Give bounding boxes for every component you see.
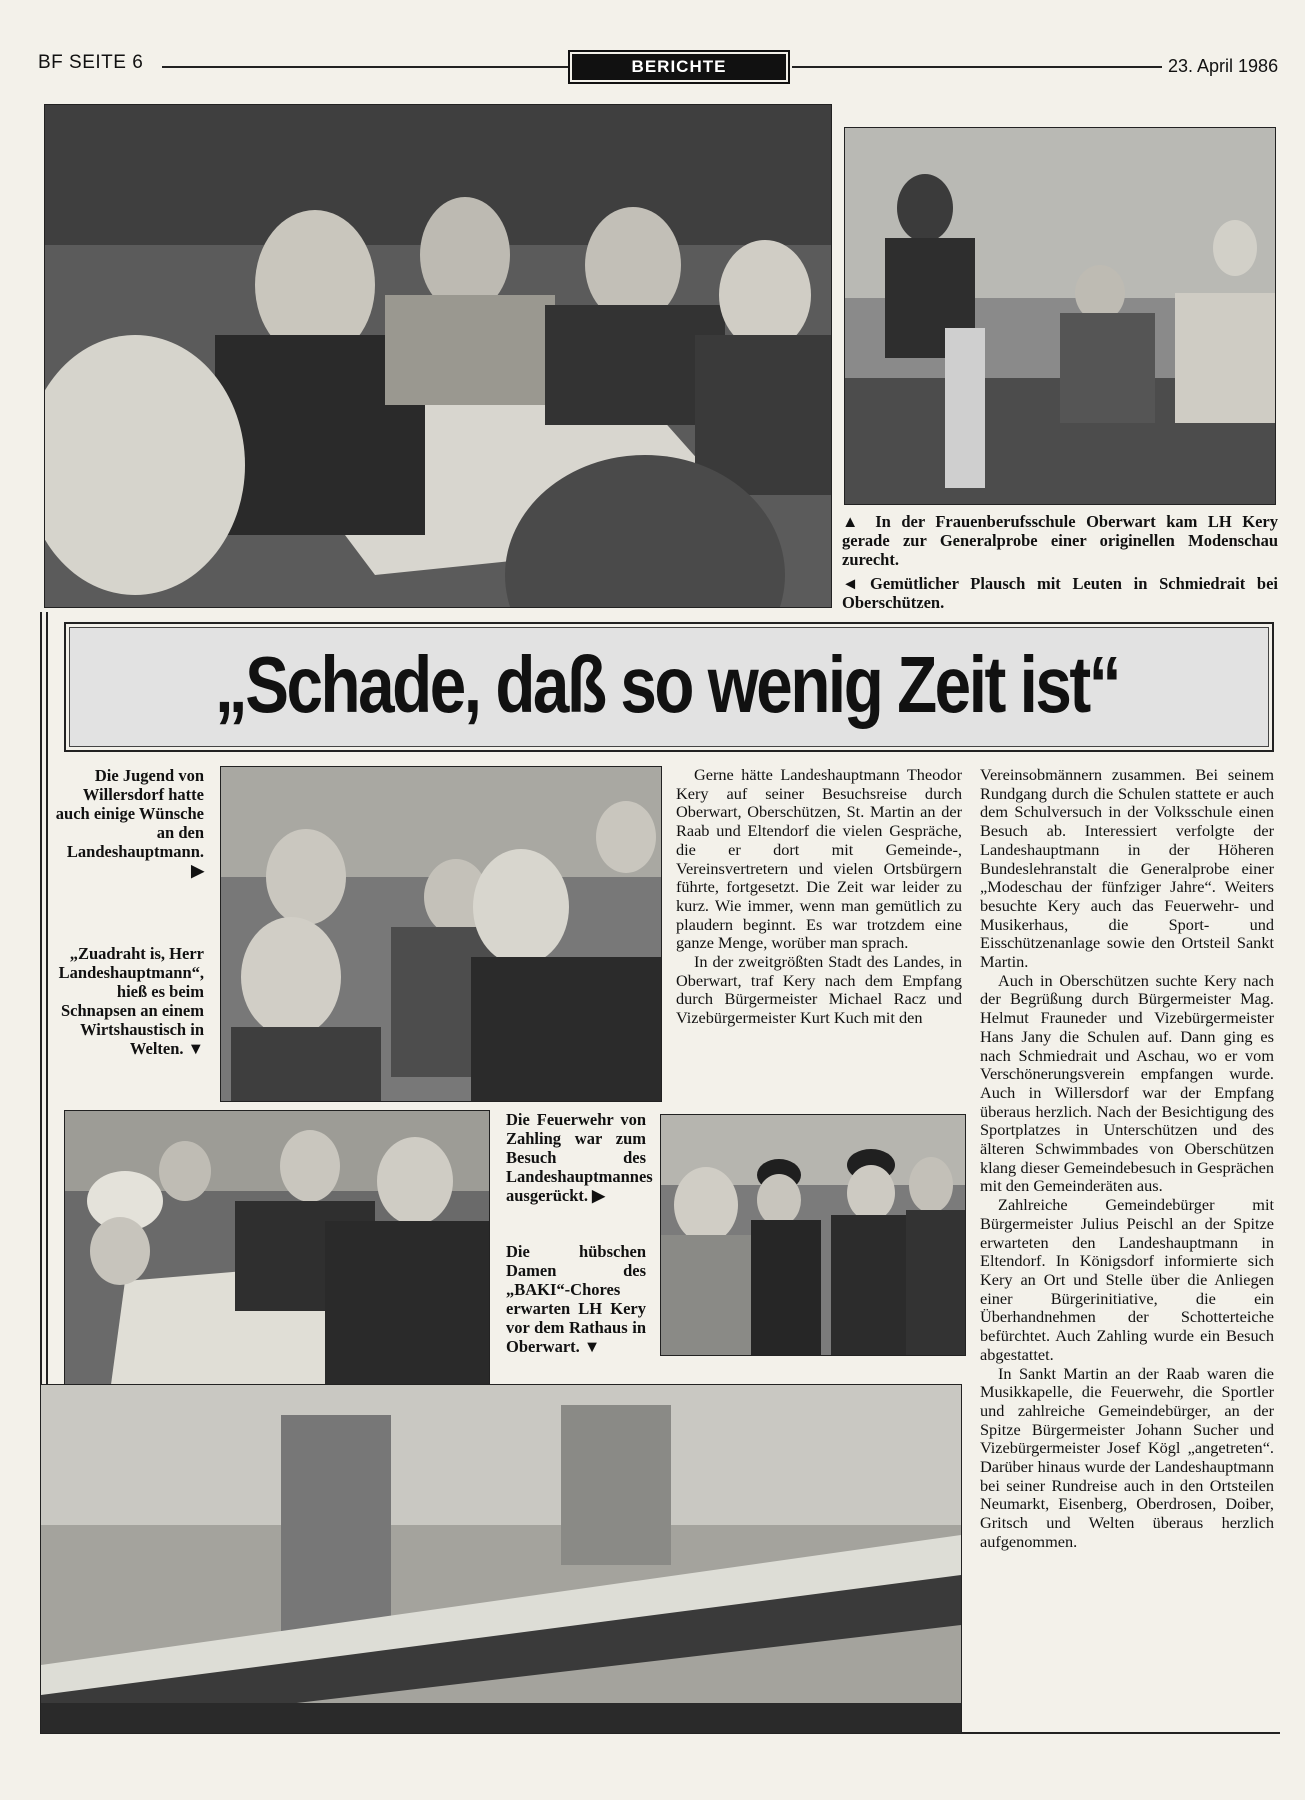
photo-fashion-graphic <box>845 128 1275 504</box>
photo-firefighters-graphic <box>661 1115 965 1355</box>
page-number: BF SEITE 6 <box>38 52 144 73</box>
photo-firefighters <box>660 1114 966 1356</box>
photo-top-main <box>44 104 832 608</box>
caption-feuerwehr: Die Feuerwehr von Zahling war zum Besuch des Landeshauptmannes ausgerückt. ▶ <box>506 1110 653 1205</box>
photo-table-graphic <box>65 1111 489 1429</box>
article-paragraph: Vereinsobmännern zusammen. Bei seinem Rundgang durch die Schulen stattete er auch dem Schulversuch in der Volksschule einen Besuch ab. Interessiert verfolgte der Landeshauptmann in der Höheren Bundeslehranstalt die Generalprobe einer „Modeschau der fünfziger Jahre“. Weiters besuchte Kery auch das Feuerwehr- und Musikerhaus, die Sport- und Eisschützenanlage sowie den Ortsteil Sankt Martin. <box>980 765 1274 972</box>
photo-youth-graphic <box>221 767 661 1101</box>
photo-table <box>64 1110 490 1430</box>
article-paragraph: Auch in Oberschützen suchte Kery nach der Begrüßung durch Bürgermeister Mag. Helmut Frauneder und Vizebürgermeister Hans Jany die Schulen auf. Dann ging es nach Schmiedrait und Aschau, wo er vom Verschönerungsverein empfangen wurde. Auch in Willersdorf war der Empfang überaus herzlich. Nach der Besichtigung des Sportplatzes in Unterschützen und des älteren Schwimmbades von Oberschützen klang dieser Gemeindebesuch in Gesprächen mit den Gemeinderäten aus. <box>980 970 1274 1196</box>
caption-baki: Die hübschen Damen des „BAKI“-Chores erwarten LH Kery vor dem Rathaus in Oberwart. ▼ <box>506 1242 646 1356</box>
caption-fashion: ▲ In der Frauenberufsschule Oberwart kam LH Kery gerade zur Generalprobe einer originellen Modenschau zurecht. <box>842 512 1278 569</box>
issue-date: 23. April 1986 <box>1168 56 1279 76</box>
article-paragraph: Zahlreiche Gemeindebürger mit Bürgermeister Julius Peischl an der Spitze erwarteten den Landeshauptmann in Eltendorf. In Königsdorf informierte sich Kery an Ort und Stelle über die Anliegen einer Bürgerinitiative, die ein Überhandnehmen der Schotterteiche befürchtet. Auch Zahling wurde ein Besuch abgestattet. <box>980 1195 1274 1364</box>
photo-choir <box>40 1384 962 1734</box>
header-rule-left <box>162 66 568 68</box>
article-column-2 <box>980 766 1274 1552</box>
caption-plausch: ◄ Gemütlicher Plausch mit Leuten in Schmiedrait bei Oberschützen. <box>842 574 1278 612</box>
caption-schnapsen: „Zuadraht is, Herr Landeshauptmann“, hieß es beim Schnapsen an einem Wirtshaustisch in Welten. ▼ <box>58 944 204 1058</box>
article-paragraph: Gerne hätte Landeshauptmann Theodor Kery auf seiner Besuchsreise durch Oberwart, Oberschützen, St. Martin an der Raab und Eltendorf die vielen Gespräche, die er dort mit Gemeinde-, Vereinsvertretern und vielen Ortsbürgern führte, fortgesetzt. Die Zeit war leider zu kurz. Wie immer, wenn man gemütlich zu plaudern beginnt. Es war trotzdem eine ganze Menge, worüber man sprach. <box>676 765 962 953</box>
article-column-1 <box>676 766 962 1028</box>
caption-youth: Die Jugend von Willersdorf hatte auch einige Wünsche an den Landeshauptmann. ▶ <box>55 766 204 880</box>
photo-youth <box>220 766 662 1102</box>
section-badge: BERICHTE <box>572 54 786 80</box>
header-rule-right <box>792 66 1162 68</box>
photo-choir-graphic <box>41 1385 961 1733</box>
photo-top-main-graphic <box>45 105 831 607</box>
article-paragraph: In der zweitgrößten Stadt des Landes, in Oberwart, traf Kery nach dem Empfang durch Bürgermeister Michael Racz und Vizebürgermeister Kurt Kuch mit den <box>676 952 962 1028</box>
photo-fashion <box>844 127 1276 505</box>
article-paragraph: In Sankt Martin an der Raab waren die Musikkapelle, die Feuerwehr, die Sportler und zahlreiche Gemeindebürger, an der Spitze Bürgermeister Johann Sucher und Vizebürgermeister Josef Kögl „angetreten“. Darüber hinaus wurde der Landeshauptmann bei seiner Rundreise auch in den Ortsteilen Neumarkt, Eisenberg, Oberdrosen, Doiber, Gritsch und Welten überaus herzlich aufgenommen. <box>980 1363 1274 1551</box>
headline: „Schade, daß so wenig Zeit ist“ <box>214 640 1120 729</box>
